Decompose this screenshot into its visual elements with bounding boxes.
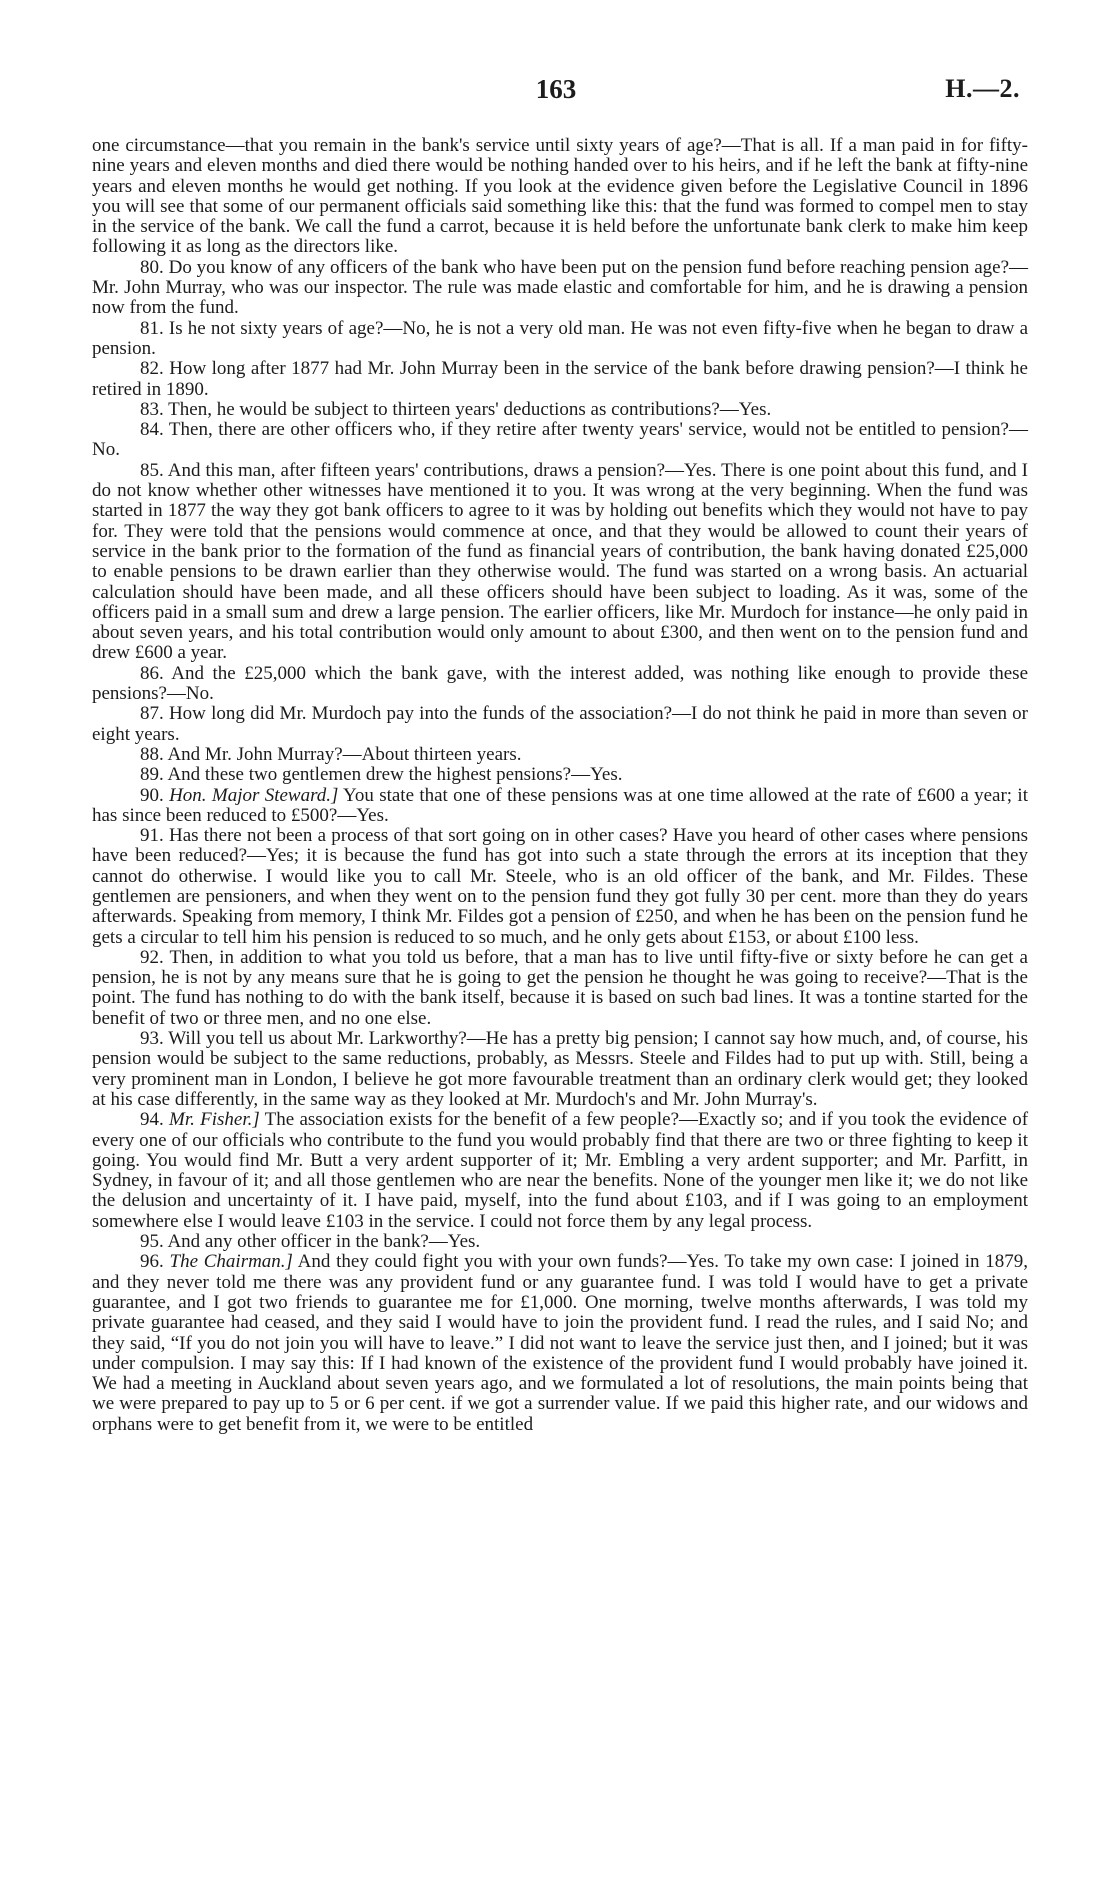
paragraph-text: Will you tell us about Mr. Larkworthy?—He has a pretty big pension; I cannot say how much, and, of course, his pension would be subject to the same reductions, probably, as Messrs. Steele and Fildes had to put up with. Still, being a very prominent man in London, I believe he got more favourable treatment than an ordinary clerk would get; they looked at his case differently, in the same way as they looked at Mr. Murdoch's and Mr. John Murray's.	[92, 1028, 1028, 1110]
paragraph-text: Then, he would be subject to thirteen years' deductions as contributions?—Yes.	[168, 398, 772, 420]
evidence-paragraph	[92, 765, 1028, 785]
question-number: 81.	[140, 317, 169, 339]
question-number: 94.	[140, 1109, 169, 1131]
speaker-name: The Chairman.]	[169, 1251, 293, 1273]
page-header	[92, 74, 1020, 108]
question-number: 83.	[140, 398, 169, 420]
question-number: 95.	[140, 1231, 168, 1253]
question-number: 91.	[140, 825, 169, 847]
speaker-name: Hon. Major Steward.]	[169, 784, 339, 806]
evidence-paragraph	[92, 258, 1028, 319]
paragraph-text: And any other officer in the bank?—Yes.	[167, 1231, 481, 1253]
question-number: 86.	[140, 662, 172, 684]
paragraph-text: Do you know of any officers of the bank who have been put on the pension fund before reaching pension age?—Mr. John Murray, who was our inspector. The rule was made elastic and comfortable for him, and he is drawing a pension now from the fund.	[92, 256, 1028, 319]
question-number: 90.	[140, 784, 170, 806]
evidence-paragraph	[92, 1232, 1028, 1252]
evidence-paragraph	[92, 319, 1028, 360]
evidence-paragraph	[92, 136, 1028, 258]
paragraph-text: Is he not sixty years of age?—No, he is not a very old man. He was not even fifty-five when he began to draw a pension.	[92, 317, 1028, 359]
question-number: 93.	[140, 1028, 169, 1050]
question-number: 96.	[140, 1251, 170, 1273]
paragraph-text: Then, in addition to what you told us before, that a man has to live until fifty-five or sixty before he can get a pension, he is not by any means sure that he is going to get the pension he thought he was going to receive?—That is the point. The fund has nothing to do with the bank itself, because it is based on such bad lines. It was a tontine started for the benefit of two or three men, and no one else.	[92, 946, 1028, 1029]
paragraph-text: And these two gentlemen drew the highest pensions?—Yes.	[167, 764, 623, 786]
evidence-paragraph	[92, 1252, 1028, 1435]
speaker-name: Mr. Fisher.]	[169, 1109, 260, 1131]
paragraph-text: And Mr. John Murray?—About thirteen years.	[167, 743, 522, 765]
paragraph-text: And the £25,000 which the bank gave, with the interest added, was nothing like enough to provide these pensions?—No.	[92, 662, 1029, 705]
document-reference: H.—2.	[945, 74, 1020, 103]
paragraph-text: And this man, after fifteen years' contributions, draws a pension?—Yes. There is one point about this fund, and I do not know whether other witnesses have mentioned it to you. It was wrong at the very beginning. When the fund was started in 1877 the way they got bank officers to agree to it was by holding out benefits which they would not have to pay for. They were told that the pensions would commence at once, and that they would be allowed to count their years of service in the bank prior to the formation of the fund as financial years of contribution, the bank having donated £25,000 to enable pensions to be drawn earlier than they otherwise would. The fund was started on a wrong basis. An actuarial calculation should have been made, and all these officers should have been subject to loading. As it was, some of the officers paid in a small sum and drew a large pension. The earlier officers, like Mr. Murdoch for instance—he only paid in about seven years, and his total contribution would only amount to about £300, and then went on to the pension fund and drew £600 a year.	[92, 459, 1028, 664]
paragraph-text: Then, there are other officers who, if they retire after twenty years' service, would not be entitled to pension?—No.	[92, 419, 1028, 461]
question-number: 87.	[140, 703, 169, 725]
evidence-paragraph	[92, 400, 1028, 420]
question-number: 85.	[140, 459, 168, 481]
evidence-paragraph	[92, 704, 1028, 745]
question-number: 89.	[140, 764, 168, 786]
paragraph-text: You state that one of these pensions was at one time allowed at the rate of £600 a year; it has since been reduced to £500?—Yes.	[92, 784, 1028, 826]
evidence-text	[92, 136, 1028, 1435]
question-number: 92.	[140, 946, 170, 968]
paragraph-text: How long did Mr. Murdoch pay into the funds of the association?—I do not think he paid in more than seven or eight years.	[92, 703, 1028, 745]
paragraph-text: one circumstance—that you remain in the bank's service until sixty years of age?—That is all. If a man paid in for fifty-nine years and eleven months and died there would be nothing handed over to his heirs, and if he left the bank at fifty-nine years and eleven months he would get nothing. If you look at the evidence given before the Legislative Council in 1896 you will see that some of our permanent officials said something like this: that the fund was formed to compel men to stay in the service of the bank. We call the fund a carrot, because it is held before the unfortunate bank clerk to make him keep following it as long as the directors like.	[92, 135, 1028, 258]
question-number: 80.	[140, 256, 169, 278]
paragraph-text: The association exists for the benefit of a few people?—Exactly so; and if you took the evidence of every one of our officials who contribute to the fund you would probably find that there are two or three fighting to keep it going. You would find Mr. Butt a very ardent supporter of it; Mr. Embling a very ardent supporter; and Mr. Parfitt, in Sydney, in favour of it; and all those gentlemen who are near the benefits. None of the younger men like it; we do not like the delusion and uncertainty of it. I have paid, myself, into the fund about £103, and if I was going to an employment somewhere else I would leave £103 in the service. I could not force them by any legal process.	[92, 1109, 1029, 1232]
evidence-paragraph	[92, 359, 1028, 400]
question-number: 82.	[140, 358, 170, 380]
paragraph-text: And they could fight you with your own funds?—Yes. To take my own case: I joined in 1879, and they never told me there was any provident fund or any guarantee fund. I was told I would have to get a private guarantee, and I got two friends to guarantee me for £1,000. One morning, twelve months afterwards, I was told my private guarantee had ceased, and they said I would have to join the provident fund. I read the rules, and I said No; and they said, “If you do not join you will have to leave.” I did not want to leave the service just then, and I joined; but it was under compulsion. I may say this: If I had known of the existence of the provident fund I would probably have joined it. We had a meeting in Auckland about seven years ago, and we formulated a lot of resolutions, the main points being that we were prepared to pay up to 5 or 6 per cent. if we got a surrender value. If we paid this higher rate, and our widows and orphans were to get benefit from it, we were to be entitled	[92, 1251, 1029, 1435]
page-number: 163	[535, 74, 577, 104]
question-number: 88.	[140, 743, 168, 765]
paragraph-text: Has there not been a process of that sort going on in other cases? Have you heard of other cases where pensions have been reduced?—Yes; it is because the fund has got into such a state through the errors at its inception that they cannot do otherwise. I would like you to call Mr. Steele, who is an old officer of the bank, and Mr. Fildes. These gentlemen are pensioners, and when they went on to the pension fund they got fully 30 per cent. more than they do years afterwards. Speaking from memory, I think Mr. Fildes got a pension of £250, and when he has been on the pension fund he gets a circular to tell him his pension is reduced to so much, and he only gets about £153, or about £100 less.	[92, 825, 1028, 948]
evidence-paragraph	[92, 948, 1028, 1029]
evidence-paragraph	[92, 664, 1028, 705]
question-number: 84.	[140, 419, 169, 441]
evidence-paragraph	[92, 461, 1028, 664]
evidence-paragraph	[92, 1110, 1028, 1232]
evidence-paragraph	[92, 745, 1028, 765]
evidence-paragraph	[92, 1029, 1028, 1110]
evidence-paragraph	[92, 420, 1028, 461]
paragraph-text: How long after 1877 had Mr. John Murray been in the service of the bank before drawing pension?—I think he retired in 1890.	[92, 358, 1028, 400]
evidence-paragraph	[92, 786, 1028, 827]
evidence-paragraph	[92, 826, 1028, 948]
